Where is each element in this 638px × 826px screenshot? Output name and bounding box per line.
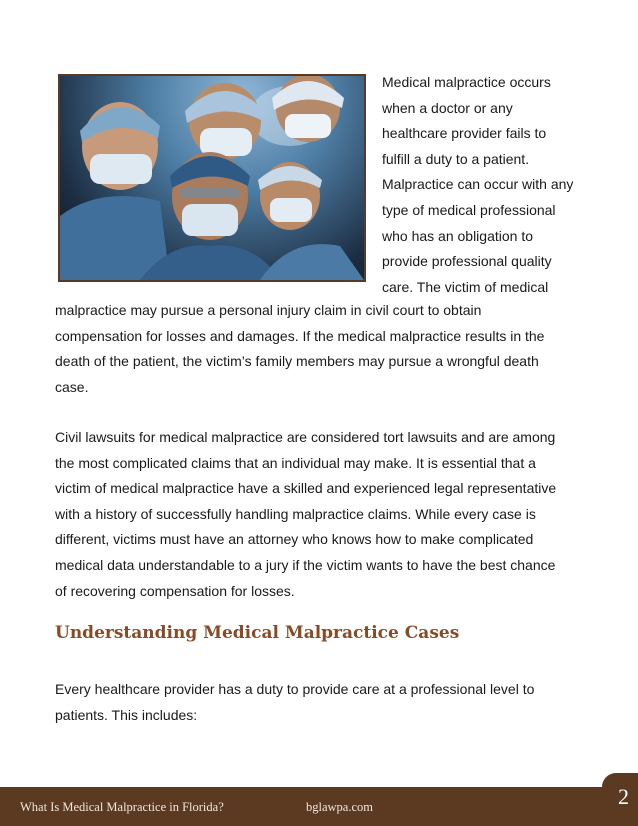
paragraph-line: victim of medical malpractice have a skilled and experienced legal representative — [55, 480, 557, 497]
intro-line: provide professional quality — [382, 253, 552, 270]
paragraph-line: of recovering compensation for losses. — [55, 582, 295, 599]
page-number: 2 — [618, 784, 629, 809]
paragraph-line: patients. This includes: — [55, 706, 198, 723]
intro-line: care. The victim of medical — [382, 278, 549, 295]
intro-continuation — [55, 298, 585, 400]
surgeons-illustration — [60, 76, 364, 280]
paragraph-line: with a history of successfully handling malpractice claims. While every case is — [55, 505, 536, 522]
paragraph-line: the most complicated claims that an individual may make. It is essential that a — [55, 454, 536, 471]
intro-line: malpractice may pursue a personal injury claim in civil court to obtain — [55, 302, 482, 318]
duty-paragraph — [55, 677, 585, 728]
footer-document-title: What Is Medical Malpractice in Florida? — [20, 800, 224, 814]
intro-line: compensation for losses and damages. If the medical malpractice results in the — [55, 327, 545, 344]
intro-line: Malpractice can occur with any — [382, 176, 574, 193]
intro-line: Medical malpractice occurs — [382, 74, 551, 90]
intro-line: case. — [55, 378, 89, 395]
paragraph-line: Civil lawsuits for medical malpractice are considered tort lawsuits and are among — [55, 429, 556, 445]
intro-line: when a doctor or any — [382, 99, 513, 116]
civil-lawsuits-paragraph — [55, 425, 585, 604]
paragraph-line: different, victims must have an attorney who knows how to make complicated — [55, 531, 534, 548]
intro-line: healthcare provider fails to — [382, 125, 547, 142]
surgeons-photo — [58, 74, 366, 282]
page-footer — [0, 787, 638, 826]
intro-line: fulfill a duty to a patient. — [382, 150, 530, 167]
section-heading: Understanding Medical Malpractice Cases — [55, 623, 460, 643]
footer-website: bglawpa.com — [306, 800, 373, 814]
paragraph-line: medical data understandable to a jury if the victim wants to have the best chance — [55, 556, 556, 573]
paragraph-line: Every healthcare provider has a duty to provide care at a professional level to — [55, 681, 535, 697]
intro-line: death of the patient, the victim’s family members may pursue a wrongful death — [55, 353, 539, 370]
intro-line: who has an obligation to — [382, 227, 533, 244]
intro-float-column — [382, 70, 592, 300]
intro-line: type of medical professional — [382, 201, 556, 218]
